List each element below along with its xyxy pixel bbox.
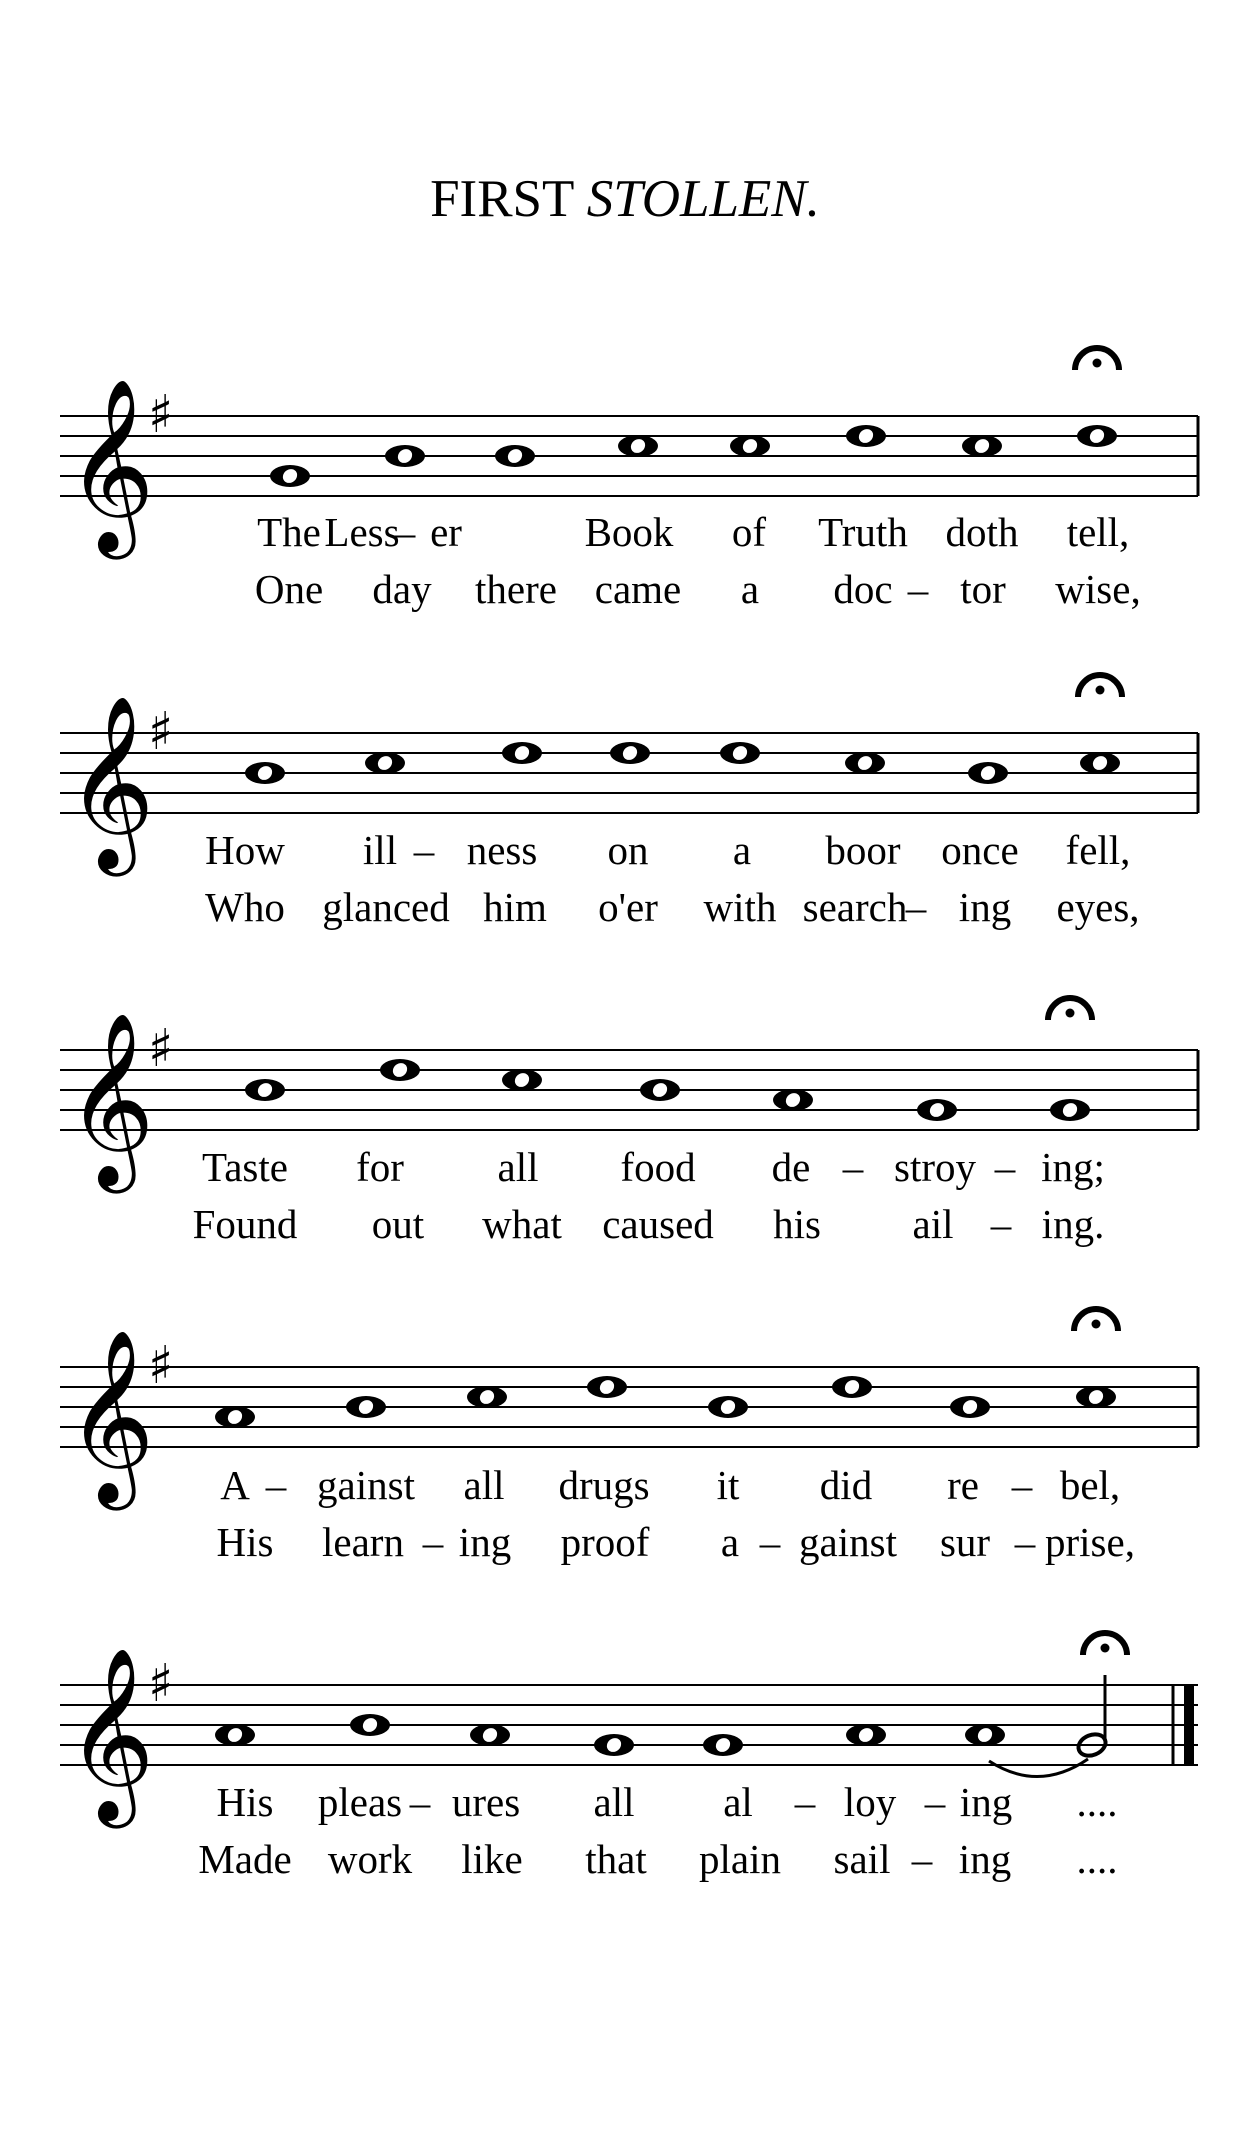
- lyric-line: [193, 1201, 1105, 1247]
- lyric-hyphen: –: [1014, 1519, 1036, 1565]
- whole-note: [832, 1376, 872, 1398]
- lyric-syllable: Found: [192, 1201, 298, 1247]
- lyric-line: [217, 1519, 1135, 1565]
- whole-note: [215, 1406, 255, 1428]
- staff-system: [60, 998, 1198, 1247]
- lyric-syllable: like: [461, 1836, 523, 1882]
- lyric-hyphen: –: [265, 1462, 287, 1508]
- lyric-syllable: stroy: [894, 1144, 976, 1190]
- lyric-syllable: ing: [958, 884, 1012, 930]
- title-italic: STOLLEN.: [586, 170, 820, 228]
- lyric-hyphen: –: [409, 1779, 431, 1825]
- lyric-syllable: gainst: [317, 1462, 415, 1508]
- whole-note: [1078, 675, 1122, 774]
- lyric-syllable: eyes,: [1056, 884, 1140, 930]
- lyric-syllable: His: [216, 1519, 274, 1565]
- lyric-hyphen: –: [905, 884, 927, 930]
- sharp-icon: ♯: [148, 385, 174, 445]
- whole-note: [610, 742, 650, 764]
- whole-note: [962, 435, 1002, 457]
- lyric-line: [255, 566, 1141, 612]
- lyric-syllable: ing: [958, 1836, 1012, 1882]
- lyric-syllable: once: [941, 827, 1019, 873]
- whole-note: [594, 1734, 634, 1756]
- lyric-syllable: sur: [939, 1519, 991, 1565]
- lyric-syllable: His: [216, 1779, 274, 1825]
- lyric-syllable: ing: [959, 1779, 1013, 1825]
- lyric-syllable: Taste: [202, 1144, 288, 1190]
- lyric-syllable: food: [620, 1144, 696, 1190]
- whole-note: [846, 1724, 886, 1746]
- whole-note: [1075, 348, 1119, 447]
- lyric-syllable: a: [732, 827, 752, 873]
- lyric-syllable: with: [703, 884, 777, 930]
- lyric-line: [202, 1144, 1105, 1190]
- lyric-syllable: a: [740, 566, 760, 612]
- whole-note: [502, 1069, 542, 1091]
- lyric-hyphen: –: [994, 1144, 1016, 1190]
- title-main: FIRST: [430, 170, 574, 228]
- lyric-syllable: Book: [584, 509, 674, 555]
- lyric-syllable: tor: [960, 566, 1006, 612]
- whole-note: [502, 742, 542, 764]
- lyric-line: [205, 884, 1139, 930]
- fermata-icon: [1075, 348, 1119, 370]
- whole-note: [365, 752, 405, 774]
- whole-note: [917, 1099, 957, 1121]
- treble-clef-icon: 𝄞: [66, 1647, 155, 1821]
- lyric-syllable: what: [482, 1201, 562, 1247]
- lyric-syllable: came: [594, 566, 682, 612]
- lyric-syllable: sail: [833, 1836, 891, 1882]
- whole-note: [965, 1724, 1088, 1777]
- half-note: [1075, 1633, 1127, 1760]
- lyric-syllable: plain: [699, 1836, 781, 1882]
- lyric-syllable: on: [607, 827, 649, 873]
- whole-note: [950, 1396, 990, 1418]
- lyric-syllable: The: [257, 509, 321, 555]
- lyric-syllable: A: [220, 1462, 250, 1508]
- lyric-syllable: One: [254, 566, 324, 612]
- lyric-syllable: glanced: [322, 884, 450, 930]
- lyric-hyphen: –: [907, 566, 929, 612]
- lyric-syllable: ing.: [1041, 1201, 1105, 1247]
- lyric-syllable: caused: [602, 1201, 714, 1247]
- whole-note: [773, 1089, 813, 1111]
- whole-note: [467, 1386, 507, 1408]
- sharp-icon: ♯: [148, 702, 174, 762]
- whole-note: [1048, 998, 1092, 1121]
- whole-note: [245, 1079, 285, 1101]
- whole-note: [385, 445, 425, 467]
- lyric-syllable: Truth: [818, 509, 908, 555]
- lyric-syllable: er: [430, 509, 462, 555]
- lyric-syllable: ....: [1076, 1779, 1118, 1825]
- whole-note: [380, 1059, 420, 1081]
- lyric-syllable: all: [463, 1462, 505, 1508]
- lyric-syllable: pleas: [317, 1779, 403, 1825]
- whole-note: [587, 1376, 627, 1398]
- lyric-syllable: him: [483, 884, 547, 930]
- staff-system: [60, 348, 1198, 612]
- whole-note: [618, 435, 658, 457]
- page-title: [430, 170, 820, 228]
- lyric-hyphen: –: [413, 827, 435, 873]
- lyric-syllable: boor: [825, 827, 901, 873]
- lyric-line: [217, 1779, 1118, 1825]
- whole-note: [703, 1734, 743, 1756]
- lyric-syllable: Less: [324, 509, 400, 555]
- lyric-syllable: that: [585, 1836, 647, 1882]
- lyric-syllable: his: [773, 1201, 821, 1247]
- fermata-icon: [1048, 998, 1092, 1020]
- lyric-line: [257, 509, 1129, 555]
- treble-clef-icon: 𝄞: [66, 378, 155, 552]
- fermata-icon: [1078, 675, 1122, 697]
- sharp-icon: ♯: [148, 1019, 174, 1079]
- lyric-hyphen: –: [990, 1201, 1012, 1247]
- score-systems: [60, 348, 1198, 1882]
- lyric-syllable: it: [716, 1462, 740, 1508]
- lyric-syllable: out: [371, 1201, 425, 1247]
- lyric-hyphen: –: [394, 509, 416, 555]
- lyric-syllable: tell,: [1066, 509, 1130, 555]
- treble-clef-icon: 𝄞: [66, 1012, 155, 1186]
- lyric-syllable: loy: [843, 1779, 897, 1825]
- lyric-syllable: proof: [560, 1519, 650, 1565]
- whole-note: [846, 425, 886, 447]
- lyric-syllable: Who: [205, 884, 285, 930]
- lyric-syllable: wise,: [1055, 566, 1141, 612]
- barline-thick: [1184, 1685, 1194, 1765]
- lyric-syllable: doth: [945, 509, 1019, 555]
- whole-note: [640, 1079, 680, 1101]
- fermata-icon: [1074, 1309, 1118, 1331]
- lyric-syllable: re: [947, 1462, 979, 1508]
- whole-note: [968, 762, 1008, 784]
- sharp-icon: ♯: [148, 1654, 174, 1714]
- lyric-syllable: doc: [833, 566, 893, 612]
- lyric-line: [205, 827, 1130, 873]
- lyric-line: [198, 1836, 1117, 1882]
- lyric-syllable: gainst: [799, 1519, 897, 1565]
- staff-system: [60, 675, 1198, 930]
- whole-note: [270, 465, 310, 487]
- lyric-syllable: drugs: [558, 1462, 650, 1508]
- treble-clef-icon: 𝄞: [66, 1329, 155, 1503]
- lyric-syllable: ail: [912, 1201, 954, 1247]
- lyric-syllable: ill: [362, 827, 398, 873]
- lyric-syllable: prise,: [1045, 1519, 1135, 1565]
- lyric-syllable: learn: [322, 1519, 404, 1565]
- lyric-syllable: of: [731, 509, 767, 555]
- whole-note: [720, 742, 760, 764]
- lyric-hyphen: –: [924, 1779, 946, 1825]
- tie: [989, 1759, 1088, 1777]
- lyric-syllable: al: [723, 1779, 753, 1825]
- lyric-hyphen: –: [842, 1144, 864, 1190]
- lyric-syllable: bel,: [1059, 1462, 1121, 1508]
- lyric-syllable: ing: [458, 1519, 512, 1565]
- treble-clef-icon: 𝄞: [66, 695, 155, 869]
- lyric-syllable: all: [497, 1144, 539, 1190]
- lyric-syllable: ures: [451, 1779, 521, 1825]
- staff-system: [60, 1633, 1198, 1882]
- lyric-syllable: a: [720, 1519, 740, 1565]
- lyric-syllable: search: [802, 884, 908, 930]
- whole-note: [1074, 1309, 1118, 1408]
- lyric-syllable: de: [771, 1144, 811, 1190]
- staff-system: [60, 1309, 1198, 1565]
- lyric-hyphen: –: [911, 1836, 933, 1882]
- lyric-syllable: work: [327, 1836, 413, 1882]
- whole-note: [708, 1396, 748, 1418]
- lyric-syllable: all: [593, 1779, 635, 1825]
- lyric-hyphen: –: [1011, 1462, 1033, 1508]
- whole-note: [495, 445, 535, 467]
- whole-note: [346, 1396, 386, 1418]
- whole-note: [845, 752, 885, 774]
- lyric-hyphen: –: [422, 1519, 444, 1565]
- lyric-syllable: ing;: [1041, 1144, 1105, 1190]
- lyric-hyphen: –: [759, 1519, 781, 1565]
- lyric-syllable: ....: [1076, 1836, 1118, 1882]
- lyric-syllable: for: [356, 1144, 404, 1190]
- lyric-syllable: did: [819, 1462, 873, 1508]
- lyric-syllable: o'er: [598, 884, 658, 930]
- lyric-line: [220, 1462, 1120, 1508]
- whole-note: [350, 1714, 390, 1736]
- lyric-syllable: Made: [198, 1836, 292, 1882]
- whole-note: [470, 1724, 510, 1746]
- lyric-syllable: ness: [466, 827, 538, 873]
- lyric-hyphen: –: [794, 1779, 816, 1825]
- lyric-syllable: How: [205, 827, 285, 873]
- sharp-icon: ♯: [148, 1336, 174, 1396]
- lyric-syllable: fell,: [1065, 827, 1131, 873]
- whole-note: [730, 435, 770, 457]
- lyric-syllable: there: [475, 566, 557, 612]
- fermata-icon: [1083, 1633, 1127, 1655]
- whole-note: [245, 762, 285, 784]
- lyric-syllable: day: [372, 566, 432, 612]
- whole-note: [215, 1724, 255, 1746]
